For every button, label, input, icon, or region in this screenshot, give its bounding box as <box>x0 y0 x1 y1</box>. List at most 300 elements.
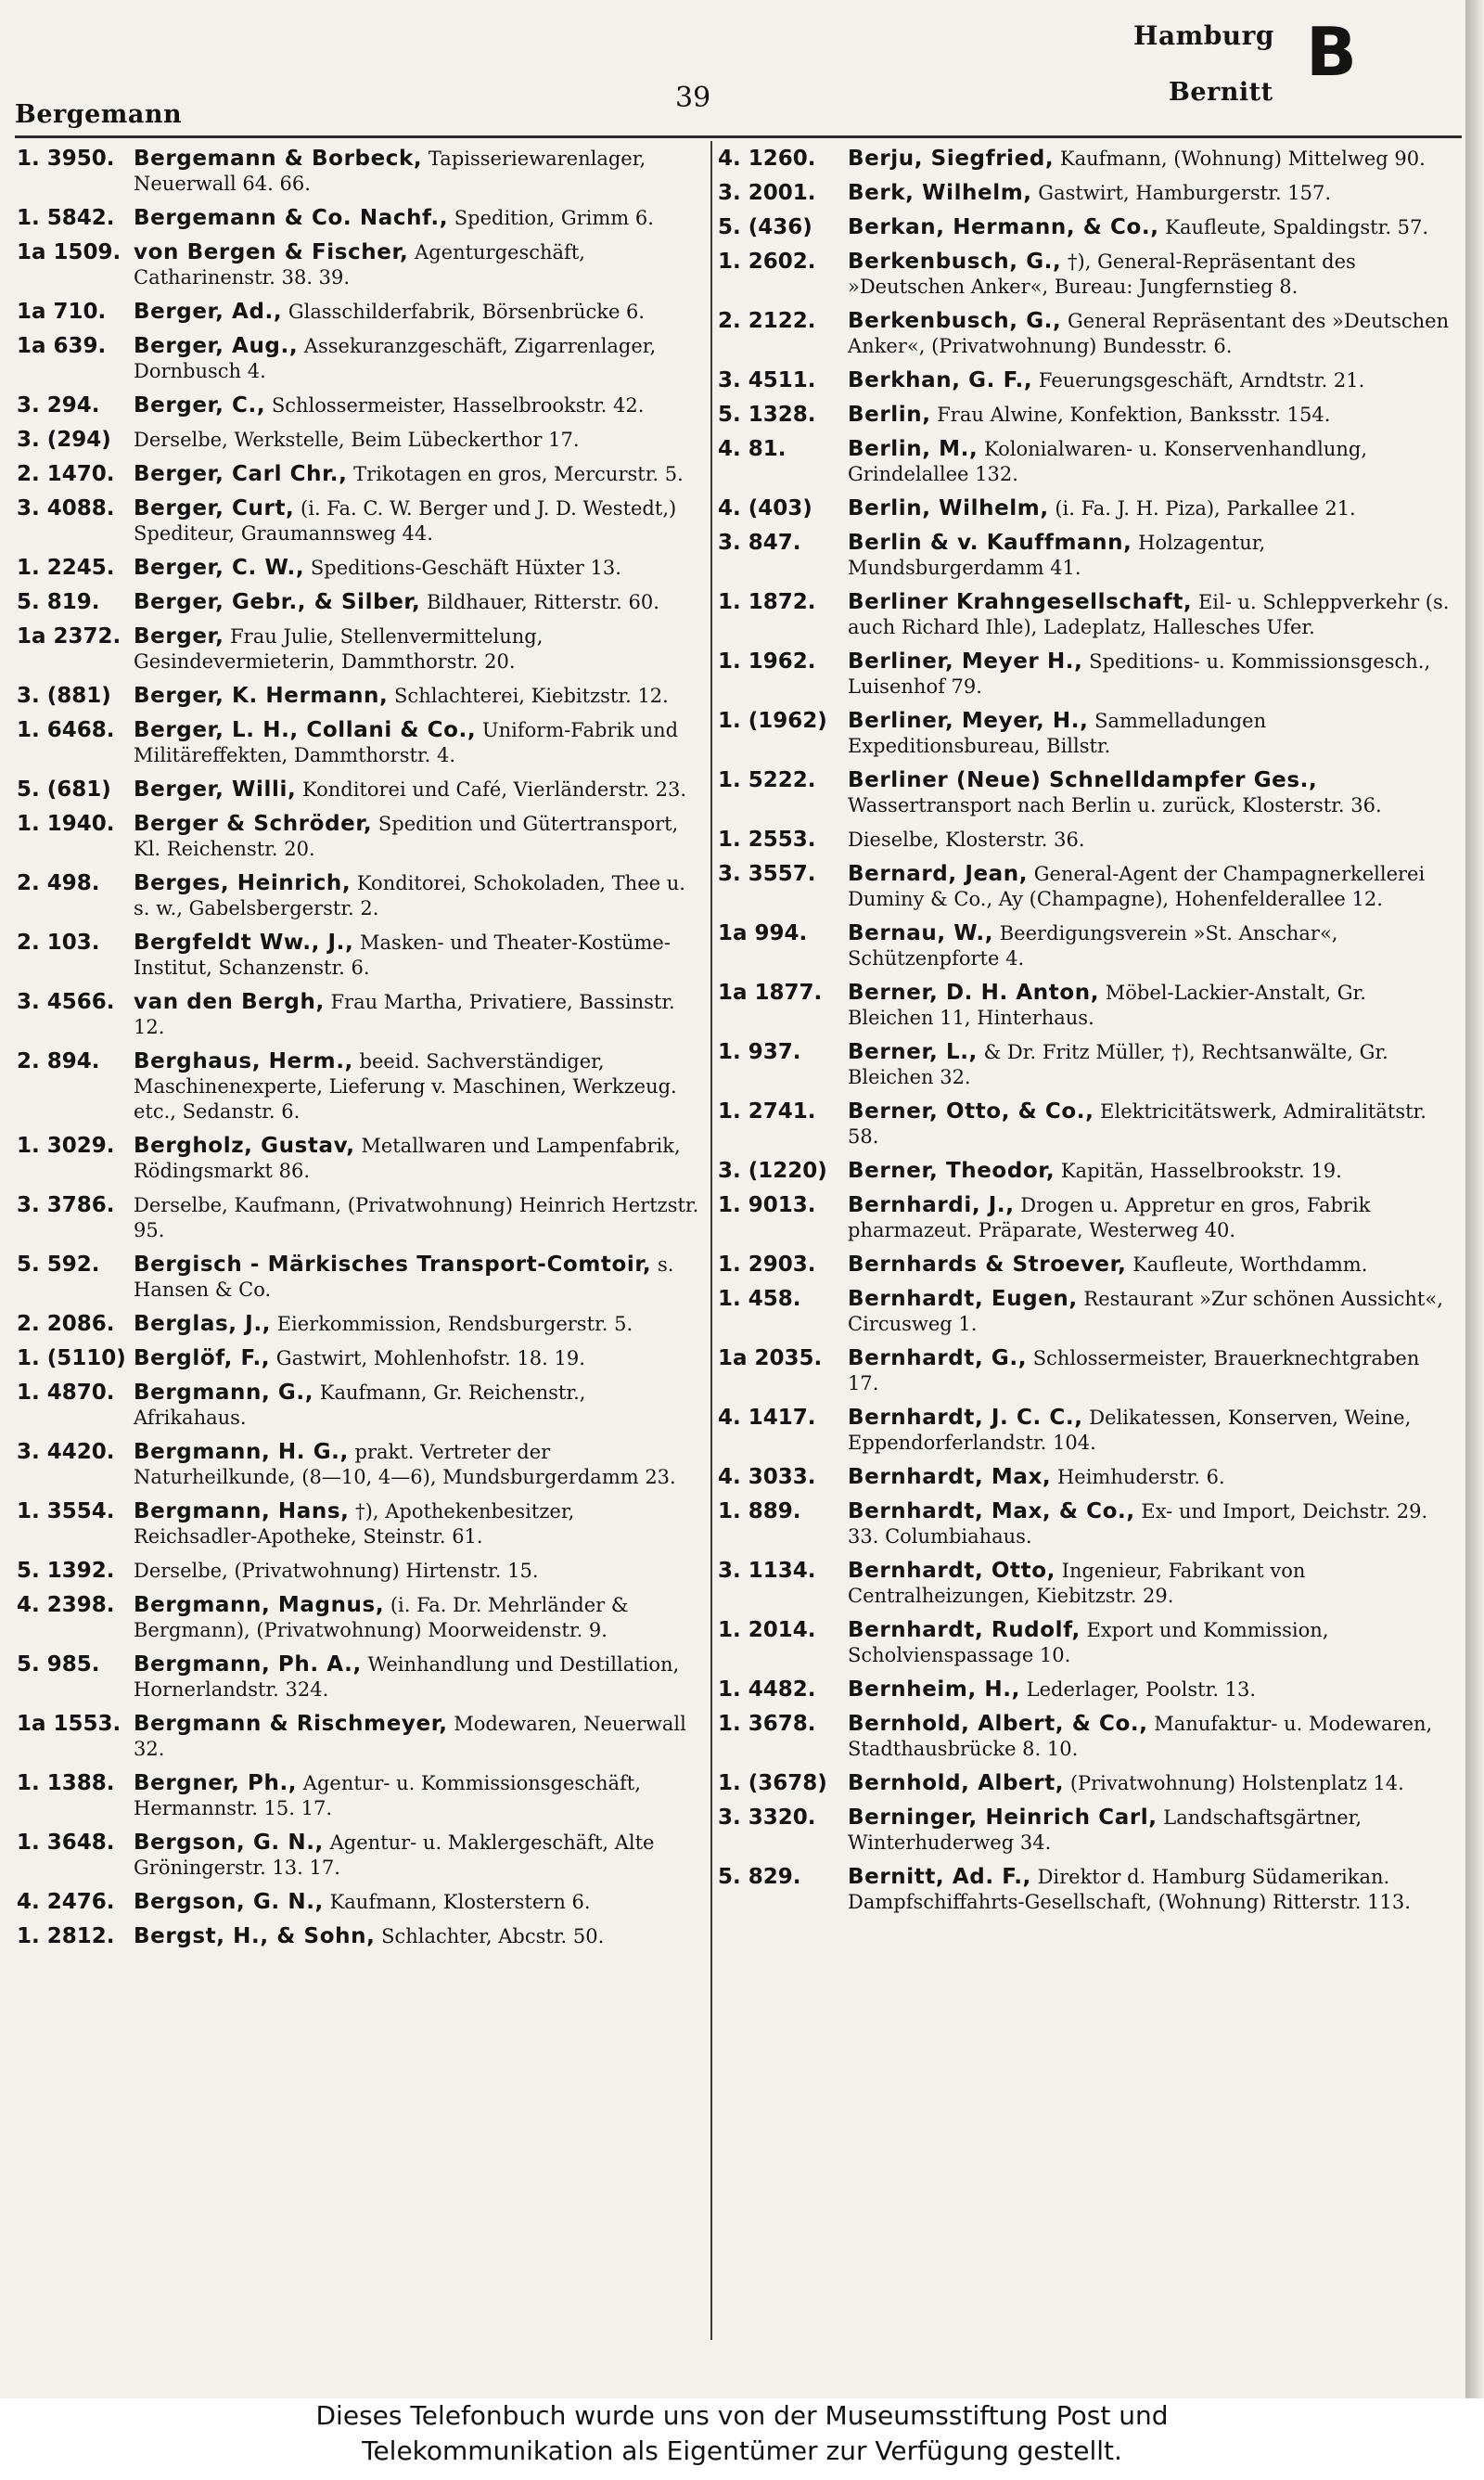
directory-entry <box>718 181 1451 206</box>
entry-details: Speditions- u. Kommissionsgesch., Luisenhof 79. <box>848 650 1431 698</box>
entry-details: Konditorei, Schokoladen, Thee u. s. w., Gabelsbergerstr. 2. <box>134 872 685 919</box>
entry-text <box>134 1381 701 1431</box>
directory-entry <box>718 1712 1451 1762</box>
entry-phone-number: 1. 6468. <box>17 718 115 742</box>
entry-text <box>134 240 701 290</box>
entry-phone-number: 1. 2553. <box>718 828 816 852</box>
entry-text <box>134 990 701 1040</box>
entry-text <box>134 812 701 862</box>
entry-text <box>848 437 1451 487</box>
entry-text <box>848 250 1451 300</box>
entry-name: Berger & Schröder, <box>134 812 373 836</box>
entry-phone-number: 3. 4420. <box>17 1440 115 1464</box>
entry-text <box>134 871 701 921</box>
entry-text <box>134 1049 701 1124</box>
entry-name: Bergst, H., & Sohn, <box>134 1924 376 1948</box>
entry-text <box>848 828 1451 853</box>
entry-details: (Privatwohnung) Holstenplatz 14. <box>1064 1772 1404 1794</box>
running-head-last-entry: Bernitt <box>1169 78 1273 107</box>
entry-details: Derselbe, Kaufmann, (Privatwohnung) Heinrich Hertzstr. 95. <box>134 1194 699 1241</box>
entry-details: Kapitän, Hasselbrookstr. 19. <box>1055 1160 1342 1182</box>
entry-name: Berner, L., <box>848 1040 978 1064</box>
entry-phone-number: 1. 2741. <box>718 1099 816 1124</box>
directory-entry <box>17 1924 701 1949</box>
entry-name: Bernhardt, Otto, <box>848 1559 1055 1583</box>
footer-notice <box>0 2398 1484 2480</box>
entry-name: Bergfeldt Ww., J., <box>134 931 354 955</box>
entry-text <box>848 981 1451 1031</box>
entry-name: Bergson, G. N., <box>134 1831 324 1855</box>
directory-entry <box>17 684 701 709</box>
entry-name: Berger, <box>134 624 224 649</box>
entry-name: Bernitt, Ad. F., <box>848 1865 1031 1889</box>
entry-text <box>848 531 1451 581</box>
entry-text <box>134 206 701 231</box>
entry-details: & Dr. Fritz Müller, †), Rechtsanwälte, Gr. Bleichen 32. <box>848 1041 1388 1088</box>
entry-details: †), Apothekenbesitzer, Reichsadler-Apotheke, Steinstr. 61. <box>134 1500 575 1548</box>
entry-details: Speditions-Geschäft Hüxter 13. <box>304 557 621 579</box>
entry-name: Bernhardt, J. C. C., <box>848 1406 1083 1430</box>
directory-entry <box>718 1193 1451 1243</box>
entry-name: Berger, Carl Chr., <box>134 462 348 486</box>
entry-phone-number: 4. 3033. <box>718 1465 816 1489</box>
entry-phone-number: 1. 3678. <box>718 1712 816 1736</box>
entry-phone-number: 1. 5842. <box>17 206 115 230</box>
entry-name: Berger, C., <box>134 393 266 418</box>
entry-name: Bergson, G. N., <box>134 1890 324 1914</box>
entry-phone-number: 5. 819. <box>17 590 100 614</box>
entry-phone-number: 1. 1962. <box>718 649 816 674</box>
directory-entry <box>17 1593 701 1643</box>
directory-entry <box>718 437 1451 487</box>
entry-name: Berger, Aug., <box>134 334 299 358</box>
entry-phone-number: 1. 3554. <box>17 1499 115 1523</box>
directory-entry <box>718 1559 1451 1609</box>
entry-details: Delikatessen, Konserven, Weine, Eppendorferlandstr. 104. <box>848 1407 1412 1454</box>
entry-name: Berninger, Heinrich Carl, <box>848 1805 1158 1830</box>
entry-details: Glasschilderfabrik, Börsenbrücke 6. <box>282 301 646 323</box>
directory-entry <box>718 828 1451 853</box>
directory-entry <box>17 1193 701 1243</box>
entry-text <box>848 921 1451 971</box>
entry-details: Eierkommission, Rendsburgerstr. 5. <box>271 1313 633 1335</box>
entry-name: Bergner, Ph., <box>134 1771 298 1795</box>
entry-phone-number: 5. 592. <box>17 1253 100 1277</box>
entry-details: Bildhauer, Ritterstr. 60. <box>420 591 659 613</box>
entry-name: Bergemann & Borbeck, <box>134 147 423 171</box>
directory-entry <box>718 1253 1451 1278</box>
entry-text <box>134 496 701 546</box>
entry-name: Bernhold, Albert, <box>848 1771 1065 1795</box>
entry-phone-number: 5. 829. <box>718 1865 801 1889</box>
entry-details: Trikotagen en gros, Mercurstr. 5. <box>347 463 684 485</box>
entry-text <box>134 684 701 709</box>
directory-entry <box>17 1312 701 1337</box>
entry-text <box>134 556 701 581</box>
directory-entry <box>718 1771 1451 1796</box>
entry-text <box>848 1346 1451 1396</box>
entry-phone-number: 1. 2903. <box>718 1253 816 1277</box>
running-head-city: Hamburg <box>1133 20 1274 51</box>
entry-text <box>848 1099 1451 1150</box>
entry-name: Berlin, <box>848 403 931 427</box>
entry-details: (i. Fa. Dr. Mehrländer & Bergmann), (Privatwohnung) Moorweidenstr. 9. <box>134 1594 629 1641</box>
entry-name: Berliner, Meyer H., <box>848 649 1083 674</box>
entry-phone-number: 1. 937. <box>718 1040 801 1064</box>
directory-entry <box>718 1499 1451 1549</box>
entry-details: Eil- u. Schleppverkehr (s. auch Richard Ihle), Ladeplatz, Hallesches Ufer. <box>848 591 1450 638</box>
entry-text <box>848 496 1451 521</box>
entry-details: Tapisseriewarenlager, Neuerwall 64. 66. <box>134 148 646 195</box>
entry-name: Berger, L. H., Collani & Co., <box>134 718 477 742</box>
entry-details: Kolonialwaren- u. Konservenhandlung, Grindelallee 132. <box>848 438 1367 485</box>
entry-text <box>134 718 701 768</box>
directory-entry <box>718 1805 1451 1856</box>
entry-details: Manufaktur- u. Modewaren, Stadthausbrücke 8. 10. <box>848 1713 1433 1760</box>
entry-text <box>134 931 701 981</box>
entry-phone-number: 1. 1872. <box>718 590 816 614</box>
entry-name: Berghaus, Herm., <box>134 1049 353 1073</box>
entry-phone-number: 3. (294) <box>17 428 111 452</box>
entry-name: Bergemann & Co. Nachf., <box>134 206 449 230</box>
entry-name: Berlin, Wilhelm, <box>848 496 1049 520</box>
entry-phone-number: 4. 2398. <box>17 1593 115 1617</box>
directory-entry <box>718 709 1451 759</box>
entry-phone-number: 2. 498. <box>17 871 100 895</box>
entry-phone-number: 1. 5222. <box>718 768 816 792</box>
entry-phone-number: 2. 2086. <box>17 1312 115 1336</box>
entry-name: Berger, Gebr., & Silber, <box>134 590 421 614</box>
directory-entry <box>718 1618 1451 1668</box>
entry-details: (i. Fa. C. W. Berger und J. D. Westedt,) Spediteur, Graumannsweg 44. <box>134 497 677 545</box>
entry-phone-number: 5. 1328. <box>718 403 816 427</box>
directory-entry <box>17 300 701 325</box>
entry-phone-number: 1. 1388. <box>17 1771 115 1795</box>
entry-text <box>134 1440 701 1490</box>
directory-entry <box>718 531 1451 581</box>
entry-details: beeid. Sachverständiger, Maschinenexperte, Lieferung v. Maschinen, Werkzeug. etc., Sedanstr. 6. <box>134 1050 677 1123</box>
entry-name: Berliner (Neue) Schnelldampfer Ges., <box>848 768 1318 792</box>
entry-text <box>848 147 1451 172</box>
entry-details: Metallwaren und Lampenfabrik, Rödingsmarkt 86. <box>134 1135 681 1182</box>
entry-name: Berk, Wilhelm, <box>848 181 1032 205</box>
entry-text <box>134 1134 701 1184</box>
entry-details: Schlossermeister, Brauerknechtgraben 17. <box>848 1347 1420 1394</box>
entry-details: Konditorei und Café, Vierländerstr. 23. <box>296 778 687 801</box>
entry-details: General Repräsentant des »Deutschen Anker«, (Privatwohnung) Bundesstr. 6. <box>848 310 1450 357</box>
entry-name: van den Bergh, <box>134 990 325 1014</box>
entry-details: Kaufleute, Spaldingstr. 57. <box>1158 216 1429 238</box>
entry-details: Wassertransport nach Berlin u. zurück, Klosterstr. 36. <box>848 794 1382 816</box>
entry-phone-number: 1. 458. <box>718 1287 801 1311</box>
entry-phone-number: 1. 1940. <box>17 812 115 836</box>
entry-phone-number: 4. 81. <box>718 437 787 461</box>
directory-entry <box>17 334 701 384</box>
directory-entry <box>17 624 701 675</box>
entry-details: Ex- und Import, Deichstr. 29. 33. Columbiahaus. <box>848 1500 1428 1548</box>
directory-entry <box>17 931 701 981</box>
entry-details: Beerdigungsverein »St. Anschar«, Schützenpforte 4. <box>848 922 1338 970</box>
entry-name: Bernau, W., <box>848 921 994 945</box>
entry-text <box>848 1771 1451 1796</box>
directory-entry <box>718 981 1451 1031</box>
entry-text <box>848 590 1451 640</box>
left-column <box>17 147 701 2336</box>
entry-details: Kaufmann, (Wohnung) Mittelweg 90. <box>1054 148 1426 170</box>
entry-text <box>134 334 701 384</box>
entry-details: Kaufmann, Klosterstern 6. <box>323 1891 591 1913</box>
entry-text <box>134 1499 701 1549</box>
directory-entry <box>17 1652 701 1703</box>
directory-entry <box>718 921 1451 971</box>
directory-entry <box>17 1440 701 1490</box>
entry-text <box>848 1159 1451 1184</box>
directory-entry <box>718 1159 1451 1184</box>
entry-details: Modewaren, Neuerwall 32. <box>134 1713 686 1760</box>
entry-details: Assekuranzgeschäft, Zigarrenlager, Dornbusch 4. <box>134 335 657 382</box>
entry-phone-number: 3. 4511. <box>718 368 816 392</box>
entry-name: Bergmann, Magnus, <box>134 1593 385 1617</box>
directory-entry <box>718 649 1451 700</box>
entry-phone-number: 3. (881) <box>17 684 111 708</box>
page-edge <box>1465 0 1484 2398</box>
entry-details: Direktor d. Hamburg Südamerikan. Dampfschiffahrts-Gesellschaft, (Wohnung) Ritterstr. 113. <box>848 1866 1411 1913</box>
entry-text <box>134 1346 701 1371</box>
footer-line-2: Telekommunikation als Eigentümer zur Verfügung gestellt. <box>362 2435 1122 2466</box>
entry-phone-number: 1. 2245. <box>17 556 115 580</box>
entry-details: Elektricitätswerk, Admiralitätstr. 58. <box>848 1100 1426 1148</box>
entry-details: Gastwirt, Hamburgerstr. 157. <box>1031 182 1332 204</box>
directory-entry <box>17 990 701 1040</box>
entry-name: Bernhardt, Max, & Co., <box>848 1499 1135 1523</box>
entry-details: Schlachter, Abcstr. 50. <box>375 1925 605 1947</box>
entry-details: Masken- und Theater-Kostüme-Institut, Schanzenstr. 6. <box>134 932 671 979</box>
entry-details: Agentur- u. Kommissionsgeschäft, Hermannstr. 15. 17. <box>134 1772 641 1819</box>
entry-name: Bergmann, Hans, <box>134 1499 350 1523</box>
entry-details: s. Hansen & Co. <box>134 1253 674 1301</box>
entry-text <box>848 1865 1451 1915</box>
entry-name: Berkan, Hermann, & Co., <box>848 215 1159 239</box>
entry-text <box>848 1406 1451 1456</box>
directory-entry <box>17 496 701 546</box>
entry-name: Berges, Heinrich, <box>134 871 352 895</box>
entry-text <box>848 403 1451 428</box>
entry-text <box>134 1924 701 1949</box>
entry-phone-number: 1. 4870. <box>17 1381 115 1405</box>
directory-entry <box>17 556 701 581</box>
page-number: 39 <box>675 82 711 114</box>
entry-name: Berglas, J., <box>134 1312 272 1336</box>
entry-phone-number: 3. 2001. <box>718 181 816 205</box>
entry-details: Weinhandlung und Destillation, Hornerlandstr. 324. <box>134 1653 680 1701</box>
entry-name: Berner, D. H. Anton, <box>848 981 1100 1005</box>
directory-entry <box>718 1465 1451 1490</box>
entry-phone-number: 4. 1417. <box>718 1406 816 1430</box>
entry-text <box>848 649 1451 700</box>
entry-text <box>848 1193 1451 1243</box>
entry-details: Spedition, Grimm 6. <box>448 207 654 229</box>
entry-phone-number: 4. 1260. <box>718 147 816 171</box>
entry-details: Kaufleute, Worthdamm. <box>1126 1253 1368 1276</box>
directory-entry <box>718 1677 1451 1703</box>
entry-phone-number: 1a 1553. <box>17 1712 122 1736</box>
entry-name: Bernhardt, G., <box>848 1346 1028 1370</box>
directory-entry <box>17 812 701 862</box>
entry-text <box>134 428 701 453</box>
entry-name: Berger, K. Hermann, <box>134 684 389 708</box>
entry-details: Restaurant »Zur schönen Aussicht«, Circusweg 1. <box>848 1288 1443 1335</box>
entry-details: (i. Fa. J. H. Piza), Parkallee 21. <box>1048 497 1356 520</box>
entry-text <box>848 1712 1451 1762</box>
entry-phone-number: 1. (5110) <box>17 1346 126 1370</box>
entry-details: Feuerungsgeschäft, Arndtstr. 21. <box>1032 369 1365 392</box>
entry-details: Dieselbe, Klosterstr. 36. <box>848 829 1085 851</box>
entry-phone-number: 4. (403) <box>718 496 812 520</box>
directory-entry <box>718 309 1451 359</box>
entry-text <box>134 590 701 615</box>
directory-entry <box>718 147 1451 172</box>
entry-phone-number: 2. 103. <box>17 931 100 955</box>
entry-text <box>134 147 701 197</box>
entry-details: Frau Martha, Privatiere, Bassinstr. 12. <box>134 991 675 1038</box>
entry-text <box>134 1652 701 1703</box>
entry-phone-number: 1a 2035. <box>718 1346 823 1370</box>
directory-entry <box>17 1049 701 1124</box>
directory-entry <box>718 215 1451 240</box>
entry-text <box>134 1312 701 1337</box>
directory-entry <box>718 368 1451 393</box>
directory-entry <box>718 403 1451 428</box>
entry-name: Berger, C. W., <box>134 556 305 580</box>
entry-text <box>134 777 701 803</box>
entry-text <box>134 1890 701 1915</box>
entry-phone-number: 1. (3678) <box>718 1771 827 1795</box>
entry-text <box>848 181 1451 206</box>
directory-entry <box>718 1040 1451 1090</box>
entry-phone-number: 1a 639. <box>17 334 107 358</box>
entry-text <box>848 1618 1451 1668</box>
directory-entry <box>718 496 1451 521</box>
entry-phone-number: 1a 2372. <box>17 624 122 649</box>
entry-details: Ingenieur, Fabrikant von Centralheizungen, Kiebitzstr. 29. <box>848 1560 1306 1607</box>
entry-details: Derselbe, (Privatwohnung) Hirtenstr. 15. <box>134 1560 539 1582</box>
right-column <box>718 147 1451 2336</box>
entry-details: Holzagentur, Mundsburgerdamm 41. <box>848 532 1266 579</box>
entry-details: Heimhuderstr. 6. <box>1051 1466 1225 1488</box>
entry-phone-number: 3. 3557. <box>718 862 816 886</box>
entry-name: Bernhold, Albert, & Co., <box>848 1712 1148 1736</box>
entry-phone-number: 1. (1962) <box>718 709 827 733</box>
entry-text <box>848 1805 1451 1856</box>
entry-name: Bergmann, Ph. A., <box>134 1652 362 1677</box>
entry-details: Gastwirt, Mohlenhofstr. 18. 19. <box>270 1347 585 1369</box>
entry-text <box>134 393 701 418</box>
section-letter: B <box>1306 13 1357 91</box>
column-divider <box>710 141 712 2340</box>
entry-phone-number: 3. (1220) <box>718 1159 827 1183</box>
entry-text <box>848 709 1451 759</box>
directory-entry <box>17 1831 701 1881</box>
entry-name: Bergmann, H. G., <box>134 1440 349 1464</box>
entry-name: Berner, Theodor, <box>848 1159 1055 1183</box>
entry-details: Kaufmann, Gr. Reichenstr., Afrikahaus. <box>134 1381 586 1429</box>
directory-entry <box>17 718 701 768</box>
directory-entry <box>718 1346 1451 1396</box>
entry-phone-number: 1. 4482. <box>718 1677 816 1702</box>
entry-name: Berliner Krahngesellschaft, <box>848 590 1193 614</box>
entry-phone-number: 3. 3786. <box>17 1193 115 1217</box>
entry-phone-number: 2. 2122. <box>718 309 816 333</box>
directory-entry <box>718 768 1451 818</box>
entry-name: Berlin & v. Kauffmann, <box>848 531 1132 555</box>
entry-name: Bernheim, H., <box>848 1677 1020 1702</box>
header-rule <box>15 135 1462 138</box>
entry-text <box>848 1287 1451 1337</box>
entry-name: Bergmann & Rischmeyer, <box>134 1712 448 1736</box>
running-head-first-entry: Bergemann <box>15 100 183 129</box>
directory-entry <box>17 428 701 453</box>
entry-phone-number: 1. 3648. <box>17 1831 115 1855</box>
directory-entry <box>718 590 1451 640</box>
entry-phone-number: 1. 2602. <box>718 250 816 274</box>
entry-details: Agenturgeschäft, Catharinenstr. 38. 39. <box>134 241 585 289</box>
entry-text <box>848 309 1451 359</box>
entry-phone-number: 3. 4088. <box>17 496 115 520</box>
directory-entry <box>17 462 701 487</box>
entry-name: Bergholz, Gustav, <box>134 1134 355 1158</box>
entry-text <box>134 300 701 325</box>
entry-name: Bernard, Jean, <box>848 862 1029 886</box>
entry-phone-number: 1a 994. <box>718 921 808 945</box>
entry-name: Bernhards & Stroever, <box>848 1253 1127 1277</box>
entry-name: Berkenbusch, G., <box>848 309 1062 333</box>
directory-entry <box>17 206 701 231</box>
directory-entry <box>17 1253 701 1303</box>
entry-phone-number: 4. 2476. <box>17 1890 115 1914</box>
directory-entry <box>17 1559 701 1584</box>
entry-phone-number: 1a 1877. <box>718 981 823 1005</box>
entry-phone-number: 2. 894. <box>17 1049 100 1073</box>
directory-entry <box>17 1134 701 1184</box>
entry-phone-number: 3. 294. <box>17 393 100 418</box>
entry-name: Berger, Curt, <box>134 496 295 520</box>
directory-entry <box>718 1865 1451 1915</box>
entry-text <box>134 1831 701 1881</box>
entry-text <box>134 624 701 675</box>
entry-text <box>134 1593 701 1643</box>
entry-name: von Bergen & Fischer, <box>134 240 409 264</box>
entry-phone-number: 2. 1470. <box>17 462 115 486</box>
entry-phone-number: 1. 3029. <box>17 1134 115 1158</box>
directory-entry <box>17 1346 701 1371</box>
directory-entry <box>17 147 701 197</box>
directory-entry <box>718 250 1451 300</box>
footer-line-1: Dieses Telefonbuch wurde uns von der Museumsstiftung Post und <box>315 2400 1169 2431</box>
entry-name: Bergmann, G., <box>134 1381 314 1405</box>
entry-phone-number: 5. 1392. <box>17 1559 115 1583</box>
entry-name: Berglöf, F., <box>134 1346 271 1370</box>
entry-text <box>848 1677 1451 1703</box>
directory-entry <box>17 1381 701 1431</box>
entry-phone-number: 5. 985. <box>17 1652 100 1677</box>
entry-phone-number: 3. 1134. <box>718 1559 816 1583</box>
directory-entry <box>17 1712 701 1762</box>
entry-phone-number: 5. (436) <box>718 215 812 239</box>
entry-name: Berkhan, G. F., <box>848 368 1033 392</box>
entry-phone-number: 3. 4566. <box>17 990 115 1014</box>
entry-details: Schlachterei, Kiebitzstr. 12. <box>388 685 669 707</box>
entry-name: Berju, Siegfried, <box>848 147 1055 171</box>
